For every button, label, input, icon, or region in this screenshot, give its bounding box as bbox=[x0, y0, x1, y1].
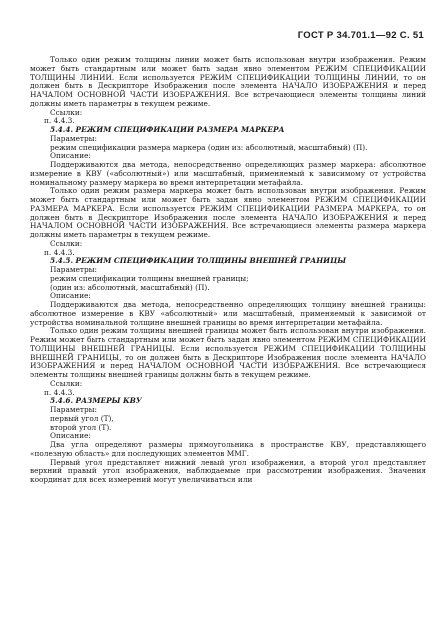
page-body bbox=[30, 56, 426, 485]
parameter-item: режим спецификации размера маркера (один из: абсолютный, масштабный) (П). bbox=[50, 142, 368, 152]
parameter-item: режим спецификации толщины внешней границы; bbox=[50, 273, 249, 283]
page-header: ГОСТ Р 34.701.1—92 С. 51 bbox=[297, 30, 424, 41]
parameter-item: первый угол (Т), bbox=[50, 413, 114, 423]
paragraph: Первый угол представляет нижний левый угол изображения, а второй угол представляет верхний правый угол изображения, наблюдаемые при рассмотрении изображения. Значения координат для всех измерений могут увеличиваться или bbox=[30, 457, 426, 484]
parameters-label: Параметры: bbox=[50, 265, 98, 274]
paragraph: Только один режим размера маркера может быть использован внутри изображения. Режим может быть стандартным или может быть задан явно элементом РЕЖИМ СПЕЦИФИКАЦИИ РАЗМЕРА МАРКЕРА. Если используется РЕЖИМ СПЕЦИФИКАЦИИ РАЗМЕРА МАРКЕРА, то он должен быть в Дескрипторе Изображения после элемента НАЧАЛО ИЗОБРАЖЕНИЯ и перед НАЧАЛОМ ОСНОВНОЙ ЧАСТИ ИЗОБРАЖЕНИЯ. Все встречающиеся элементы размера маркера должны иметь параметры в текущем режиме. bbox=[30, 186, 426, 239]
paragraph: Поддерживаются два метода, непосредственно определяющих толщину внешней границы: абсолютное измерение в КВУ «абсолютный» или масштабный, применяемый к зависимой от устройства номинальной толщине внешней границы во время интерпретации метафайла. bbox=[30, 300, 426, 327]
parameter-item: (один из: абсолютный, масштабный) (П). bbox=[50, 282, 210, 292]
references-label: Ссылки: bbox=[50, 238, 83, 248]
paragraph: Поддерживаются два метода, непосредственно определяющих размер маркера: абсолютное измерение в КВУ («абсолютный») или масштабный, применяемый к зависимому от устройства номинальному размеру маркера во время интерпретации метафайла. bbox=[30, 160, 426, 187]
references-label: Ссылки: bbox=[50, 378, 83, 388]
parameters-label: Параметры: bbox=[50, 405, 98, 414]
section-heading: 5.4.4. РЕЖИМ СПЕЦИФИКАЦИИ РАЗМЕРА МАРКЕРА bbox=[50, 125, 285, 134]
references-label: Ссылки: bbox=[50, 107, 83, 117]
parameter-item: второй угол (Т). bbox=[50, 422, 112, 432]
description-label: Описание: bbox=[50, 151, 91, 161]
reference-item: п. 4.4.3. bbox=[44, 247, 75, 257]
section-heading: 5.4.5. РЕЖИМ СПЕЦИФИКАЦИИ ТОЛЩИНЫ ВНЕШНЕЙ ГРАНИЦЫ bbox=[50, 256, 347, 266]
parameters-label: Параметры: bbox=[50, 133, 98, 143]
reference-item: п. 4.4.3. bbox=[44, 387, 75, 397]
paragraph: Только один режим толщины линии может быть использован внутри изображения. Режим может быть стандартным или может быть задан явно элементом РЕЖИМ СПЕЦИФИКАЦИИ ТОЛЩИНЫ ЛИНИИ. Если используется РЕЖИМ СПЕЦИФИКАЦИИ ТОЛЩИНЫ ЛИНИИ, то он должен быть в Дескрипторе Изображения после элемента НАЧАЛО ИЗОБРАЖЕНИЯ и перед НАЧАЛОМ ОСНОВНОЙ ЧАСТИ ИЗОБРАЖЕНИЯ. Все встречающиеся элементы толщины линий должны иметь параметры в текущем режиме. bbox=[30, 55, 426, 108]
description-label: Описание: bbox=[50, 431, 91, 441]
paragraph: Только один режим толщины внешней границы может быть использован внутри изображения. Режим может быть стандартным или может быть задан явно элементом РЕЖИМ СПЕЦИФИКАЦИИ ТОЛЩИНЫ ВНЕШНЕЙ ГРАНИЦЫ. Если используется РЕЖИМ СПЕЦИФИКАЦИИ ТОЛЩИНЫ ВНЕШНЕЙ ГРАНИЦЫ, то он должен быть в Дескрипторе Изображения после элемента НАЧАЛО ИЗОБРАЖЕНИЯ и перед НАЧАЛОМ ОСНОВНОЙ ЧАСТИ ИЗОБРАЖЕНИЯ. Все встречающиеся элементы толщины внешней границы должны быть в текущем режиме. bbox=[30, 326, 426, 379]
section-heading: 5.4.6. РАЗМЕРЫ КВУ bbox=[50, 396, 142, 406]
description-label: Описание: bbox=[50, 291, 91, 301]
paragraph: Два угла определяют размеры прямоугольника в пространстве КВУ, представляющего «полезную область» для последующих элементов ММГ. bbox=[30, 440, 426, 458]
reference-item: п. 4.4.3. bbox=[44, 116, 75, 126]
